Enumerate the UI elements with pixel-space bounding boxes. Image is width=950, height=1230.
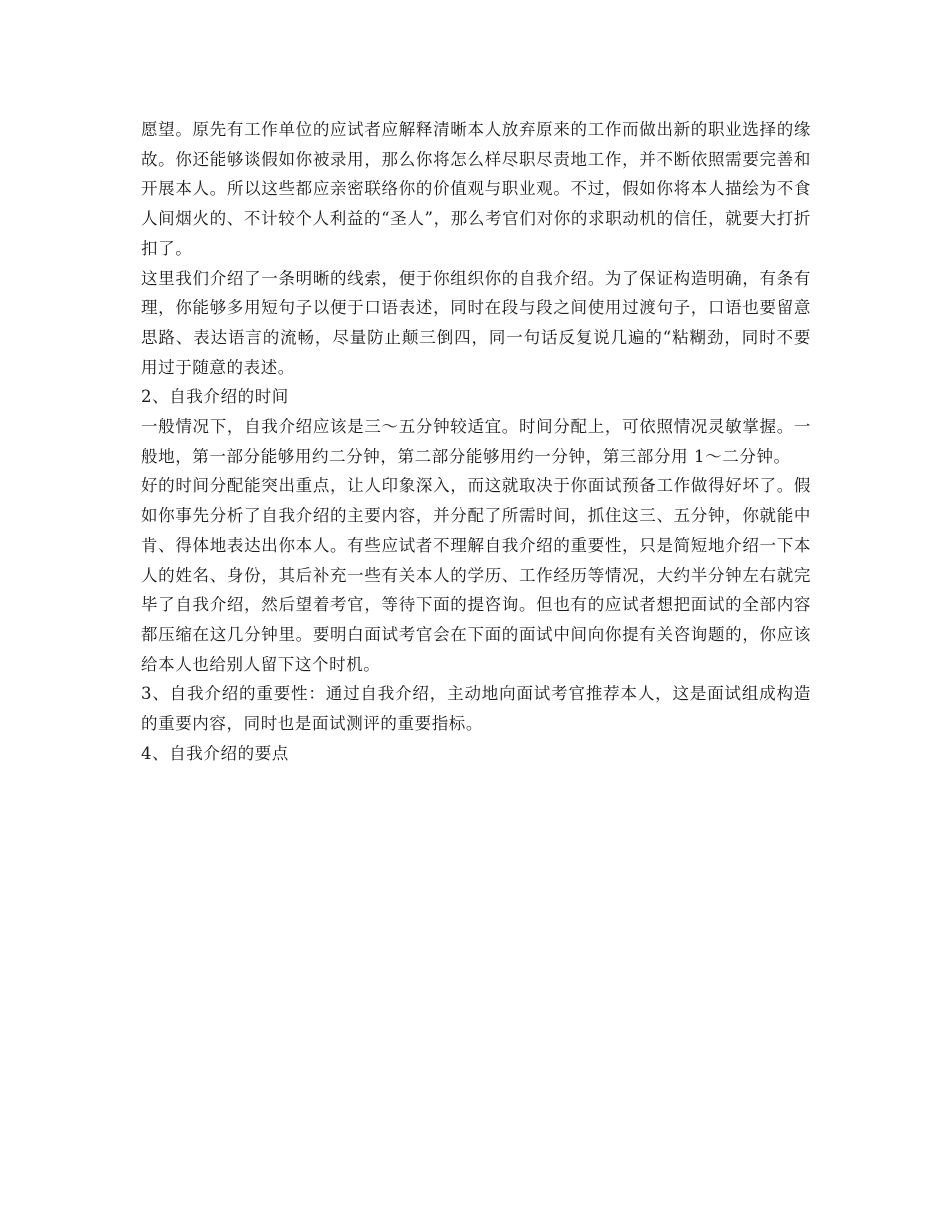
- heading-time: 2、自我介绍的时间: [141, 387, 289, 407]
- paragraph-importance: 3、自我介绍的重要性：通过自我介绍，主动地向面试考官推荐本人，这是面试组成构造的重要内容，同时也是面试测评的重要指标。: [141, 684, 811, 734]
- paragraph-structure: 这里我们介绍了一条明晰的线索，便于你组织你的自我介绍。为了保证构造明确，有条有理，你能够多用短句子以便于口语表述，同时在段与段之间使用过渡句子，口语也要留意思路、表达语言的流畅，尽量防止颠三倒四，同一句话反复说几遍的“粘糊劲，同时不要用过于随意的表述。: [141, 268, 811, 377]
- paragraph-time-allocation: 一般情况下，自我介绍应该是三～五分钟较适宜。时间分配上，可依照情况灵敏掌握。一般地，第一部分能够用约二分钟，第二部分能够用约一分钟，第三部分用 1～二分钟。: [141, 417, 811, 466]
- paragraph-time-importance: 好的时间分配能突出重点，让人印象深入，而这就取决于你面试预备工作做得好坏了。假如你事先分析了自我介绍的主要内容，并分配了所需时间，抓住这三、五分钟，你就能中肯、得体地表达出你本人。有些应试者不理解自我介绍的重要性，只是简短地介绍一下本人的姓名、身份，其后补充一些有关本人的学历、工作经历等情况，大约半分钟左右就完毕了自我介绍，然后望着考官，等待下面的提咨询。但也有的应试者想把面试的全部内容都压缩在这几分钟里。要明白面试考官会在下面的面试中间向你提有关咨询题的，你应该给本人也给别人留下这个时机。: [141, 476, 811, 674]
- paragraph-motivation: 愿望。原先有工作单位的应试者应解释清晰本人放弃原来的工作而做出新的职业选择的缘故。你还能够谈假如你被录用，那么你将怎么样尽职尽责地工作，并不断依照需要完善和开展本人。所以这些都应亲密联络你的价值观与职业观。不过，假如你将本人描绘为不食人间烟火的、不计较个人利益的“圣人”，那么考官们对你的求职动机的信任，就要大打折扣了。: [141, 120, 811, 258]
- document-body: [141, 115, 811, 768]
- heading-key-points: 4、自我介绍的要点: [141, 743, 289, 763]
